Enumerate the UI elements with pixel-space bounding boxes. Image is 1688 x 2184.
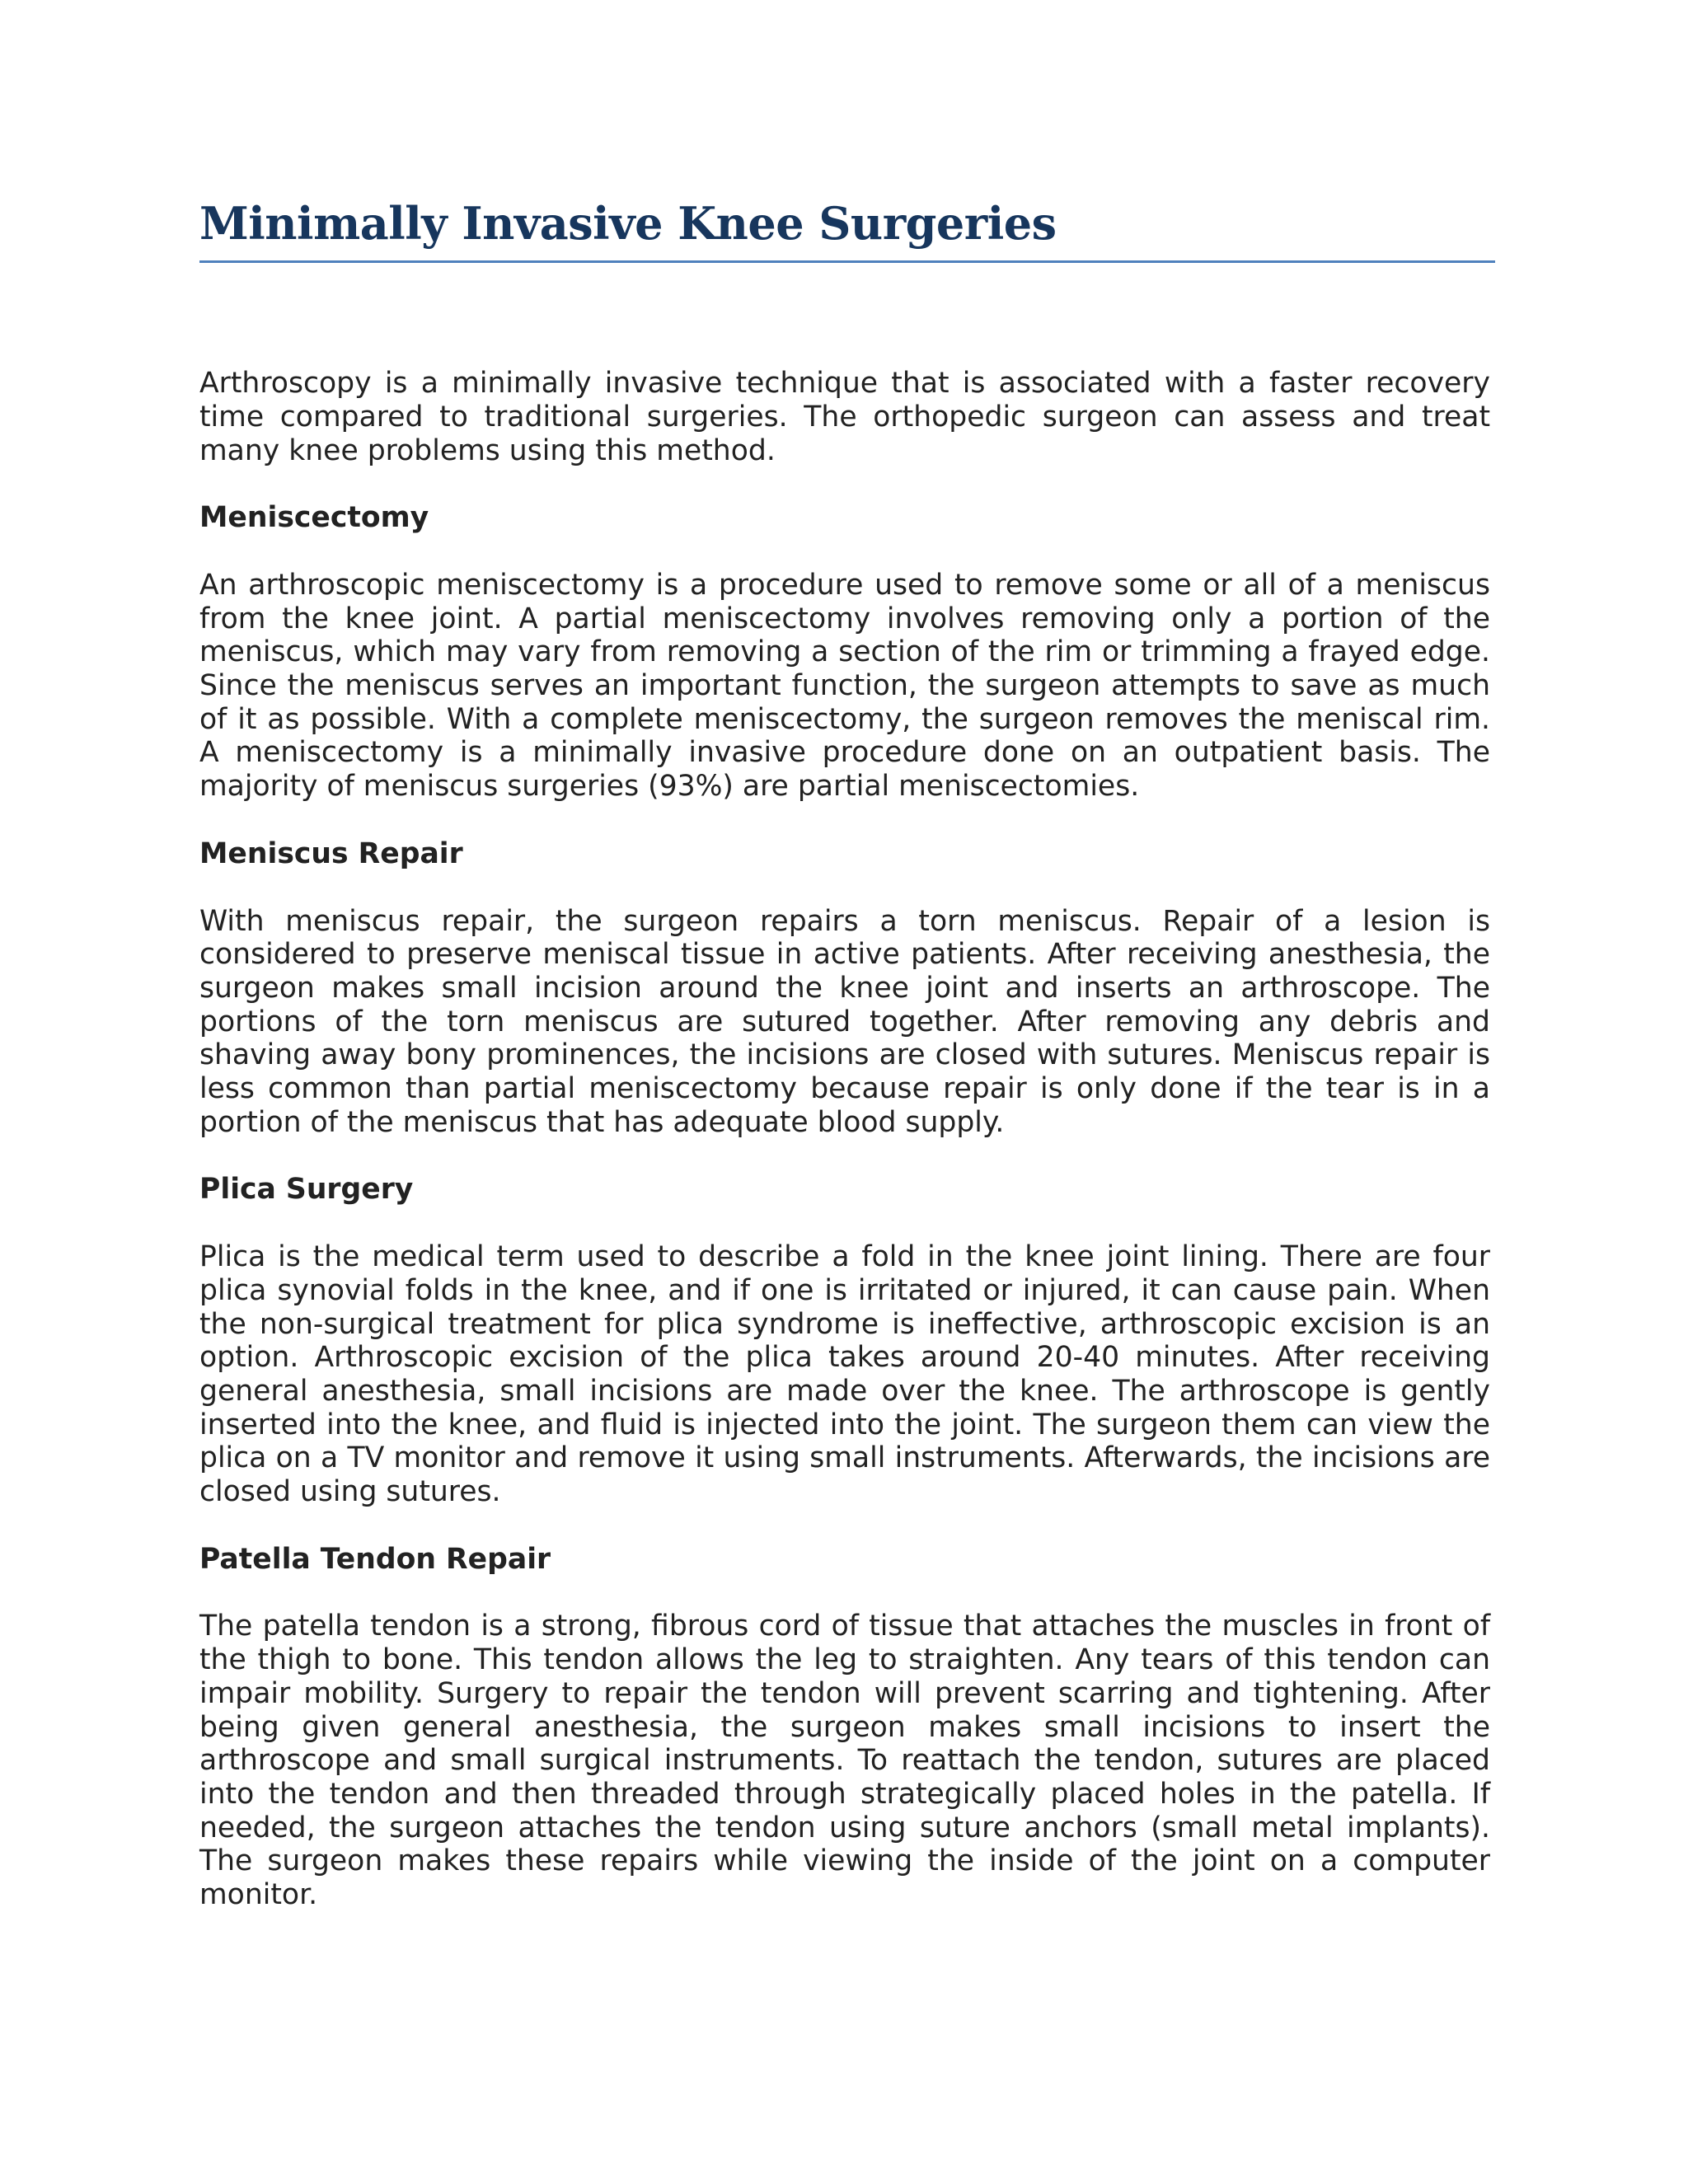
section-heading-plica-surgery: Plica Surgery — [199, 1173, 414, 1207]
spacer — [199, 1139, 1490, 1173]
section-body-patella-tendon-repair: The patella tendon is a strong, fibrous cord of tissue that attaches the muscles in front of the thigh to bone. This tendon allows the leg to straighten. Any tears of this tendon can impair mobility. Surgery to repair the tendon will prevent scarring and tightening. After being given general anesthesia, the surgeon makes small incisions to insert the arthroscope and small surgical instruments. To reattach the tendon, sutures are placed into the tendon and then threaded through strategically placed holes in the patella. If needed, the surgeon attaches the tendon using suture anchors (small metal implants). The surgeon makes these repairs while viewing the inside of the joint on a computer monitor. — [199, 1610, 1490, 1912]
spacer — [199, 467, 1490, 501]
section-body-meniscus-repair: With meniscus repair, the surgeon repairs a torn meniscus. Repair of a lesion is considered to preserve meniscal tissue in active patients. After receiving anesthesia, the surgeon makes small incision around the knee joint and inserts an arthroscope. The portions of the torn meniscus are sutured together. After removing any debris and shaving away bony prominences, the incisions are closed with sutures. Meniscus repair is less common than partial meniscectomy because repair is only done if the tear is in a portion of the meniscus that has adequate blood supply. — [199, 904, 1490, 1139]
spacer — [199, 871, 1490, 905]
section-body-meniscectomy: An arthroscopic meniscectomy is a procedure used to remove some or all of a meniscus from the knee joint. A partial meniscectomy involves removing only a portion of the meniscus, which may vary from removing a section of the rim or trimming a frayed edge. Since the meniscus serves an important function, the surgeon attempts to save as much of it as possible. With a complete meniscectomy, the surgeon removes the meniscal rim. A meniscectomy is a minimally invasive procedure done on an outpatient basis. The majority of meniscus surgeries (93%) are partial meniscectomies. — [199, 568, 1490, 804]
section-body-plica-surgery: Plica is the medical term used to describe a fold in the knee joint lining. There are four plica synovial folds in the knee, and if one is irritated or injured, it can cause pain. When the non-surgical treatment for plica syndrome is ineffective, arthroscopic excision is an option. Arthroscopic excision of the plica takes around 20-40 minutes. After receiving general anesthesia, small incisions are made over the knee. The arthroscope is gently inserted into the knee, and fluid is injected into the joint. The surgeon them can view the plica on a TV monitor and remove it using small instruments. Afterwards, the incisions are closed using sutures. — [199, 1240, 1490, 1509]
spacer — [199, 804, 1490, 837]
title-block — [199, 198, 1495, 263]
section-heading-patella-tendon-repair: Patella Tendon Repair — [199, 1542, 551, 1576]
page-title: Minimally Invasive Knee Surgeries — [199, 197, 1057, 250]
document-body — [199, 367, 1490, 1912]
spacer — [199, 1207, 1490, 1240]
spacer — [199, 535, 1490, 569]
section-heading-meniscus-repair: Meniscus Repair — [199, 837, 463, 870]
spacer — [199, 1509, 1490, 1543]
spacer — [199, 1576, 1490, 1610]
intro-paragraph: Arthroscopy is a minimally invasive technique that is associated with a faster recovery time compared to traditional surgeries. The orthopedic surgeon can assess and treat many knee problems using this method. — [199, 367, 1490, 467]
section-heading-meniscectomy: Meniscectomy — [199, 501, 429, 535]
